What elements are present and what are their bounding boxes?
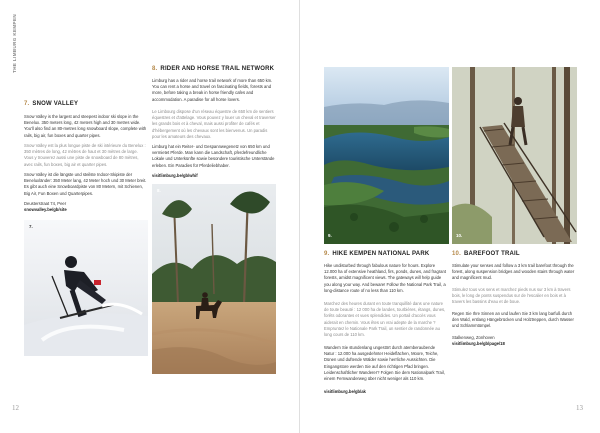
section-title: RIDER AND HORSE TRAIL NETWORK: [160, 66, 275, 72]
section-title-national-park: [324, 251, 429, 257]
photo-national-park: [324, 67, 449, 244]
photo-number: 7.: [29, 224, 33, 229]
section-text-fr: Le Limbourg dispose d'un réseau équestre de 650 km de sentiers équestres et d'attelage. Vous pouvez y louer un cheval et traverser les grands bois et à cheval, mais aussi profiter de cafés et d'hébergement où les chevaux sont les bienvenus. Un paradis pour les amateurs des chevaux.: [152, 109, 276, 139]
section-text-en: Snow Valley is the largest and steepest indoor ski slope in the Benelux. 350 meters long, 42 meters high and 30 metres wide. You'll also find an 80-metres long snowboard slope, complete with rails, big air, fun boxes and quarter pipes.: [24, 114, 147, 138]
section-text-en: Stimulate your senses and follow a 3 km trail barefoot through the forest, along suspension bridges and wooden stairs through water and magnificent mud.: [452, 263, 575, 281]
left-page-number: 12: [12, 404, 19, 412]
section-text-en: Limburg has a rider and horse trail network of more than 650 km. You can rent a horse and travel on fascinating fields, forests and more, before taking a break in horse friendly cafes and accommodation. A paradise for all horse lovers.: [152, 78, 273, 102]
skier-illustration: [24, 220, 148, 356]
section-link[interactable]: visitlimburg.be/gb/whif: [152, 173, 198, 178]
section-title: HIKE KEMPEN NATIONAL PARK: [332, 251, 430, 257]
section-number: 9.: [324, 251, 330, 257]
section-link[interactable]: visitlimburg.be/gb/ak: [324, 389, 366, 394]
right-page: [300, 0, 600, 433]
section-link[interactable]: snowvalley.be/gb/site: [24, 207, 67, 212]
section-text-en: Hike undisturbed through fabulous nature for hours. Explore 12.000 ha of extensive heathland, firs, ponds, dunes, and fragrant forests, amidst magnificent views. The gateways will help guide you along your way. And beware! Follow the National Park Trail, a long-distance route of no less than 110 km.: [324, 263, 446, 293]
national-park-illustration: [324, 67, 449, 244]
section-text-fr: Marchez des heures durant en toute tranquillité dans une nature de toute beauté : 12 000 ha de landes, tourbières, étangs, dunes, forêts odorantes et vues splendides. Un portail d'accès vous aiderait en chemin. Vous êtes un vrai adepte de la marche ? Empruntez le Nationale Park Trail, un sentier de randonnée au long cours de 110 km.: [324, 301, 446, 338]
photo-number: 9.: [328, 233, 332, 238]
photo-snow-valley: [24, 220, 148, 356]
section-text-nl: Snow Valley ist die längste und steilste Indoor-Skipiste der Beneluxländer: 350 Meter lang, 42 Meter hoch und 30 Meter breit. Es gibt auch eine Snowboardpiste von 80 Metern, mit Schienen, Big Air, Fun Boxen und Quarterpipes.: [24, 172, 147, 196]
section-title: BAREFOOT TRAIL: [463, 251, 520, 257]
horse-trail-illustration: [152, 184, 276, 374]
section-title: SNOW VALLEY: [32, 101, 79, 107]
running-header: THE LIMBURG KEMPEN: [12, 14, 17, 73]
section-number: 10.: [452, 251, 461, 257]
photo-barefoot-trail: [452, 67, 577, 244]
right-page-number: 13: [576, 404, 583, 412]
section-title-snow-valley: [24, 101, 78, 107]
barefoot-trail-illustration: [452, 67, 577, 244]
photo-number: 8.: [157, 188, 161, 193]
section-address: Stalkenweg, Zonhoven: [452, 335, 495, 340]
section-address: Deusterstraat 74, Peer: [24, 201, 67, 206]
section-number: 7.: [24, 101, 30, 107]
section-text-fr: Stimulez tous vos sens et marchez pieds nus sur 3 km à travers bois, le long de ponts suspendus sur de l'escalier en bois et à travers les bassins d'eau et de boue.: [452, 287, 571, 305]
section-text-nl: Limburg hat ein Reiter- und Gespannwegenetz von 650 km und vermietet Pferde. Man kann die Landschaft, pferdefreundliche Lokale und Unterkünfte sowie besondere touristische Unterstände erleben. Ein Paradies für Pferdeliebhaber.: [152, 144, 275, 168]
photo-horse-trail: [152, 184, 276, 374]
section-text-nl: Regen Sie Ihre Sinnen an und laufen Sie 3 km lang barfuß durch den Wald, entlang Hängebrücken und Holztreppen, durch Wasser und Schlammtümpel.: [452, 311, 574, 329]
section-link[interactable]: visitlimburg.be/gb/page/18: [452, 341, 505, 346]
section-number: 8.: [152, 66, 158, 72]
section-title-rider-trail: [152, 66, 274, 72]
section-text-nl: Wandern Sie stundenlang ungestört durch atemberaubende Natur : 12.000 ha ausgedehnter Heideflächen, Moore, Teiche, Dünen und duftende Wälder sowie herrliche Aussichten. Die Eingangstore werden Sie auf den richtigen Pfad bringen. Leidenschaftlicher Wanderer? Folgen Sie dem Nationalpark Trail, einem Fernwanderweg über nicht weniger als 110 km.: [324, 345, 445, 382]
section-text-fr: Snow Valley est la plus longue piste de ski intérieure du Benelux : 350 mètres de long, 42 mètres de haut et 30 mètres de large. Vous y trouverez aussi une piste de snowboard de 80 mètres, avec rails, fun boxes, big air et quarter pipes.: [24, 143, 146, 167]
photo-number: 10.: [456, 233, 463, 238]
section-title-barefoot-trail: [452, 251, 520, 257]
